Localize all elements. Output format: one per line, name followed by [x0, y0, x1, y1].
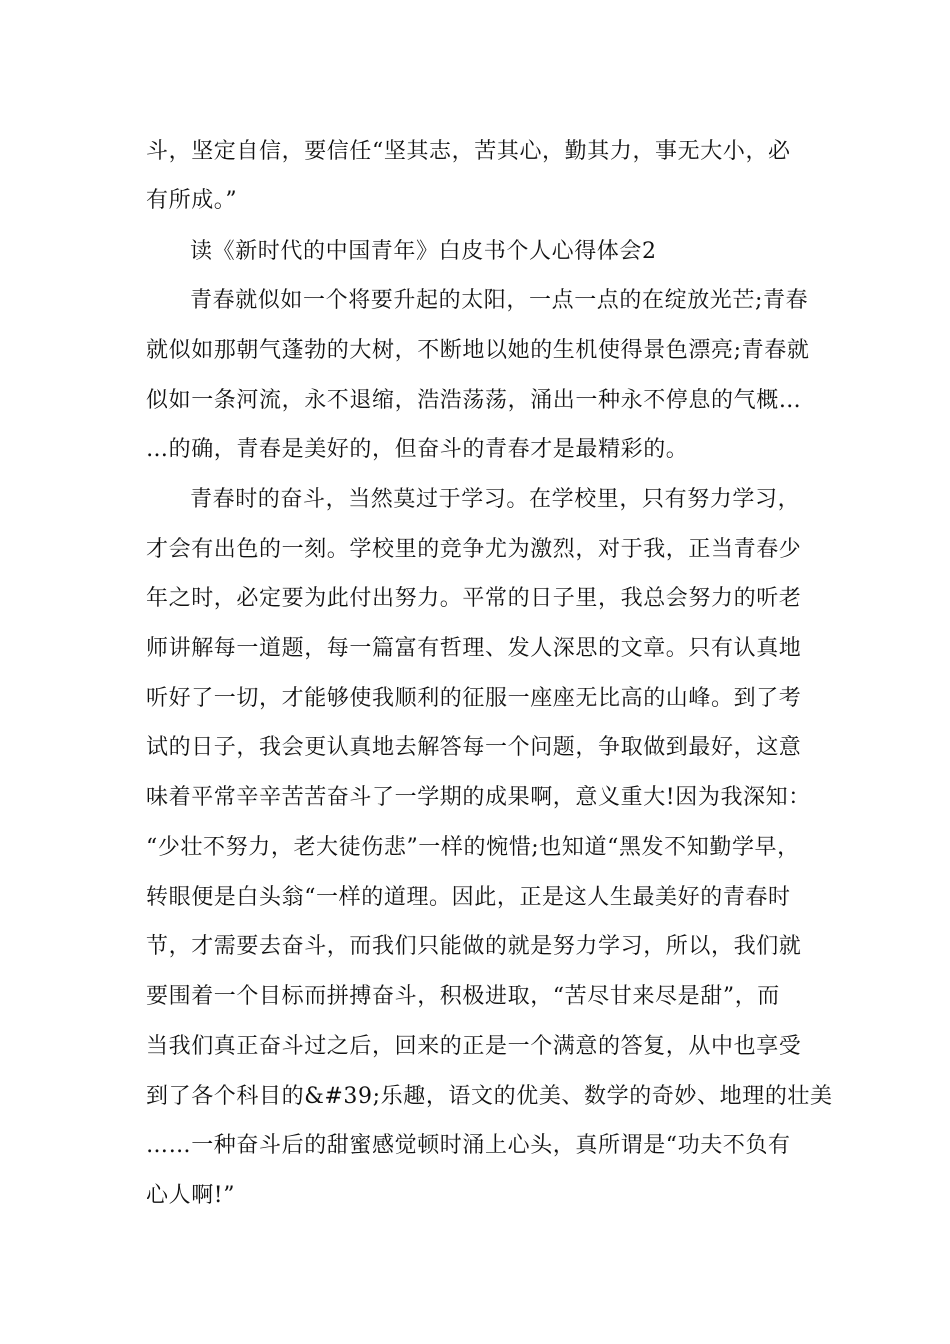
text-line: 青春就似如一个将要升起的太阳，一点一点的在绽放光芒;青春: [190, 288, 809, 313]
text-line: “少壮不努力，老大徒伤悲”一样的惋惜;也知道“黑发不知勤学早，: [146, 835, 800, 860]
text-line: 听好了一切，才能够使我顺利的征服一座座无比高的山峰。到了考: [146, 686, 802, 711]
section-heading: 读《新时代的中国青年》白皮书个人心得体会2: [190, 239, 657, 264]
text-line: 斗，坚定自信，要信任“坚其志，苦其心，勤其力，事无大小，必: [146, 139, 791, 164]
text-line: 当我们真正奋斗过之后，回来的正是一个满意的答复，从中也享受: [146, 1034, 802, 1059]
text-line: 似如一条河流，永不退缩，浩浩荡荡，涌出一种永不停息的气概…: [146, 388, 802, 413]
text-line: 青春时的奋斗，当然莫过于学习。在学校里，只有努力学习，: [190, 487, 801, 512]
text-line: 节，才需要去奋斗，而我们只能做的就是努力学习，所以，我们就: [146, 934, 802, 959]
text-line: 年之时，必定要为此付出努力。平常的日子里，我总会努力的听老: [146, 586, 802, 611]
text-line: 味着平常辛辛苦苦奋斗了一学期的成果啊，意义重大!因为我深知：: [146, 785, 811, 810]
text-line: 有所成。”: [146, 188, 238, 213]
text-line: …的确，青春是美好的，但奋斗的青春才是最精彩的。: [146, 437, 689, 462]
text-line: ……一种奋斗后的甜蜜感觉顿时涌上心头，真所谓是“功夫不负有: [146, 1133, 791, 1158]
text-line: 要围着一个目标而拼搏奋斗，积极进取，“苦尽甘来尽是甜”，而: [146, 984, 780, 1009]
text-line: 转眼便是白头翁“一样的道理。因此，正是这人生最美好的青春时: [146, 885, 791, 910]
text-line: 就似如那朝气蓬勃的大树，不断地以她的生机使得景色漂亮;青春就: [146, 338, 810, 363]
text-line: 才会有出色的一刻。学校里的竞争尤为激烈，对于我，正当青春少: [146, 537, 802, 562]
text-line: 试的日子，我会更认真地去解答每一个问题，争取做到最好，这意: [146, 735, 802, 760]
text-line: 心人啊!”: [146, 1183, 236, 1208]
text-line: 到了各个科目的&#39;乐趣，语文的优美、数学的奇妙、地理的壮美: [146, 1084, 833, 1109]
text-line: 师讲解每一道题，每一篇富有哲理、发人深思的文章。只有认真地: [146, 636, 802, 661]
